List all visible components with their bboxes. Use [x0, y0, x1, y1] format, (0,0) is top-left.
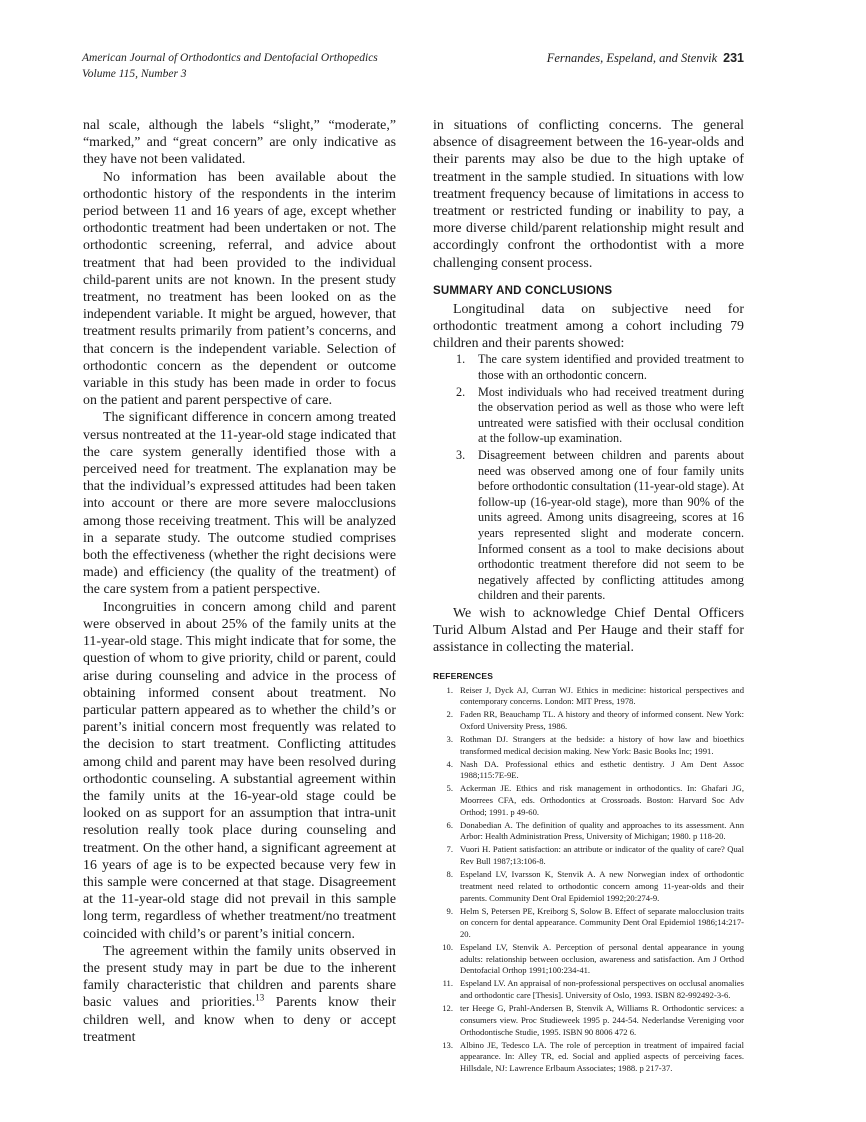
- journal-title: American Journal of Orthodontics and Dentofacial Orthopedics: [82, 52, 378, 64]
- reference-item: 8. Espeland LV, Ivarsson K, Stenvik A. A new Norwegian index of orthodontic treatment need related to orthodontic concern among 11-year-olds and their parents. Community Dent Oral Epidemiol 1992;20:274-9.: [446, 869, 744, 903]
- paragraph: nal scale, although the labels “slight,” “moderate,” “marked,” and “great concern” are only indicative as they have not been validated.: [83, 118, 396, 168]
- reference-item: 7. Vuori H. Patient satisfaction: an attribute or indicator of the quality of care? Qual Rev Bull 1987;13:106-8.: [446, 844, 744, 867]
- reference-item: 12. ter Heege G, Prahl-Andersen B, Stenvik A, Williams R. Orthodontic services: a consumers view. Proc Studieweek 1995 p. 244-54. Nederlandse Vereniging voor Orthodontische Studie, 1995. ISBN 90 8006 472 6.: [442, 1003, 744, 1037]
- journal-volume: Volume 115, Number 3: [82, 68, 187, 80]
- right-column: [433, 117, 744, 1076]
- reference-item: 4. Nash DA. Professional ethics and esthetic dentistry. J Am Dent Assoc 1988;115:7E-9E.: [446, 758, 744, 781]
- references-list: [433, 685, 744, 1075]
- author-names: Fernandes, Espeland, and Stenvik: [546, 51, 718, 65]
- reference-item: 9. Helm S, Petersen PE, Kreiborg S, Solow B. Effect of separate malocclusion traits on concern for dental appearance. Community Dent Oral Epidemiol 1986;14:217-20.: [446, 905, 744, 939]
- summary-intro: Longitudinal data on subjective need for orthodontic treatment among a cohort including 79 children and their parents showed:: [433, 301, 744, 352]
- reference-item: 11. Espeland LV. An appraisal of non-professional perspectives on occlusal anomalies and orthodontic care [Thesis]. University of Oslo, 1993. ISBN 82-992492-3-6.: [442, 978, 744, 1001]
- conclusion-item: 1. The care system identified and provided treatment to those with an orthodontic concern.: [456, 352, 744, 383]
- conclusions-list: [433, 352, 744, 604]
- conclusion-item: 3. Disagreement between children and parents about need was observed among one of four family units before orthodontic consultation (11-year-old stage). At follow-up (16-year-old stage), more than 90% of the units agreed. Among units disagreeing, scores at 16 years represented slight and moderate concern. Informed consent as a tool to make decisions about orthodontic treatment therefore did not seem to be negatively affected by conflicting attitudes among children and their parents.: [456, 448, 744, 603]
- paragraph-text: The agreement within the family units observed in the present study may in part be due to the inherent family characteristic that children and parents share basic values and priorities.: [83, 943, 396, 1011]
- paragraph: in situations of conflicting concerns. The general absence of disagreement between the 16-year-olds and their parents may also be due to the high uptake of treatment in the sample studied. In situations with low treatment frequency because of limitations in access to treatment or restricted funding or inability to pay, a more diverse child/parent relationship might result and accordingly confront the orthodontist with a more challenging consent process.: [433, 118, 744, 271]
- paragraph: Incongruities in concern among child and parent were observed in about 25% of the family units at the 11-year-old stage. This might indicate that for some, the question of whom to give priority, child or parent, could arise during counseling and advice in the process of obtaining informed consent about treatment. No particular pattern appeared as to whether the child’s or parent’s initial concern most frequently was related to the decision to start treatment. Conflicting attitudes among child and parent may have been resolved during orthodontic counseling. A substantial agreement within the family units at the 16-year-old stage could be looked on as support for an assumption that intra-unit resolution really took place during counseling and treatment. On the other hand, a significant agreement at 16 years of age is to be expected because very few in this sample were concerned at that stage. Disagreement at the 11-year-old stage did not prevail in this sample long term, regardless of whether treatment/no treatment coincided with child’s or parent’s initial concern.: [83, 599, 396, 942]
- reference-item: 5. Ackerman JE. Ethics and risk management in orthodontics. In: Ghafari JG, Moorrees CFA, eds. Orthodontics at Crossroads. Boston: Harvard Soc Adv Orthod; 1991. p 49-60.: [446, 783, 744, 817]
- reference-item: 6. Donabedian A. The definition of quality and approaches to its assessment. Ann Arbor: Health Administration Press, University of Michigan; 1980. p 118-20.: [446, 819, 744, 842]
- running-header-left: [82, 50, 378, 82]
- reference-item: 13. Albino JE, Tedesco LA. The role of perception in treatment of impaired facial appearance. In: Alley TR, ed. Social and applied aspects of perceiving faces. Hillsdale, NJ: Lawrence Erlbaum Associates; 1988. p 217-37.: [442, 1039, 744, 1073]
- section-heading-summary: SUMMARY AND CONCLUSIONS: [433, 284, 613, 297]
- reference-item: 2. Faden RR, Beauchamp TL. A history and theory of informed consent. New York: Oxford University Press, 1986.: [446, 709, 744, 731]
- running-header-right: [547, 50, 744, 66]
- acknowledgment: We wish to acknowledge Chief Dental Officers Turid Album Alstad and Per Hauge and their staff for assistance in collecting the material.: [433, 605, 744, 656]
- left-column: [83, 117, 396, 1046]
- page-number: 231: [723, 51, 744, 65]
- reference-item: 10. Espeland LV, Stenvik A. Perception of personal dental appearance in young adults: relationship between occlusion, awareness and satisfaction. Am J Orthod Dentofacial Orthop 1991;100:234-41.: [442, 941, 744, 976]
- conclusion-item: 2. Most individuals who had received treatment during the observation period as well as those who were left untreated were satisfied with their occlusal condition at the follow-up examination.: [456, 384, 744, 446]
- reference-item: 1. Reiser J, Dyck AJ, Curran WJ. Ethics in medicine: historical perspectives and contemporary concerns. London: MIT Press, 1978.: [446, 684, 744, 707]
- reference-item: 3. Rothman DJ. Strangers at the bedside: a history of how law and bioethics transformed medical decision making. New York: Basic Books Inc; 1991.: [446, 733, 744, 756]
- section-heading-references: REFERENCES: [433, 670, 494, 681]
- paragraph: No information has been available about the orthodontic history of the respondents in the interim period between 11 and 16 years of age, except whether orthodontic treatment had been undertaken or not. The orthodontic screening, referral, and advice about treatment that had been provided to the individual child-parent units are not known. In the present study treatment, no treatment has been looked on as the independent variable. It might be argued, however, that treatment results primarily from patient’s concerns, and that concern is the independent variable. Selection of orthodontic concern as the dependent or outcome variable in this study has been made in order to focus on the patient and parent perspective of care.: [83, 169, 396, 409]
- citation-superscript: 13: [255, 992, 265, 1003]
- paragraph: [83, 943, 396, 1046]
- paragraph: The significant difference in concern among treated versus nontreated at the 11-year-old stage indicated that the care system generally identified those with a perceived need for treatment. The explanation may be that the individual’s expressed attitudes had been taken into account or there are more severe malocclusions among those receiving treatment. This will be analyzed in a separate study. The outcome studied comprises both the effectiveness (whether the right decisions were made) and efficiency (the quality of the treatment) of the care system from a patient perspective.: [83, 410, 396, 598]
- paragraph-text: Parents know their children well, and know when to deny or accept treatment: [83, 995, 396, 1045]
